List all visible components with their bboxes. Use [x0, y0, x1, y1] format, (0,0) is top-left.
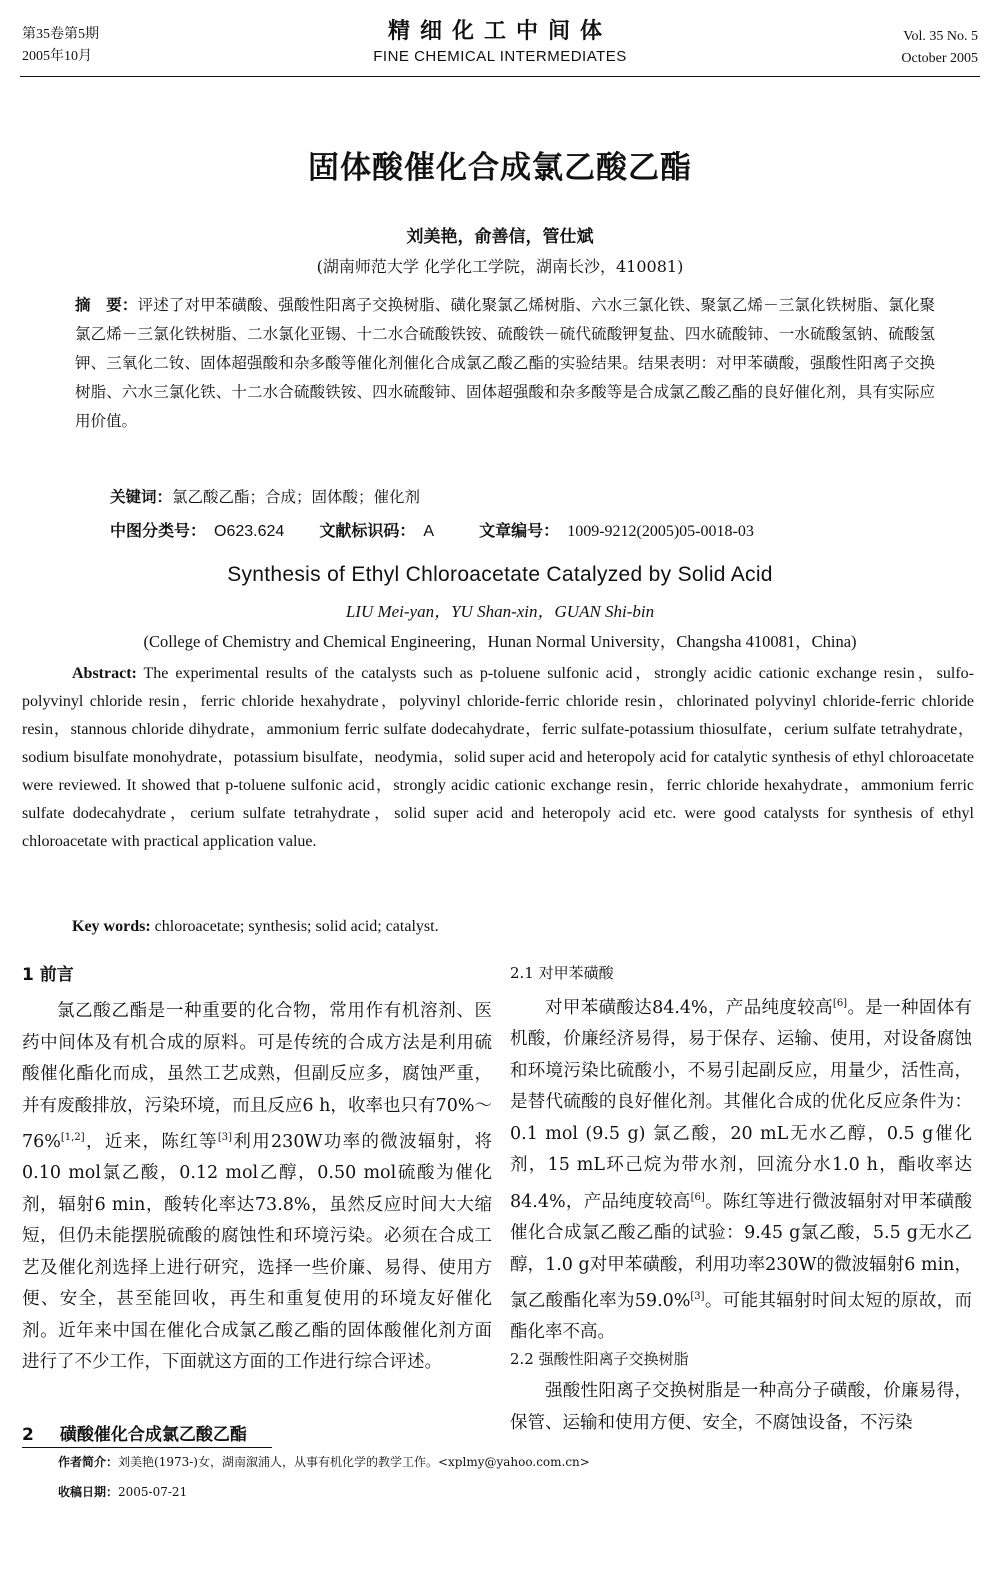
abstract-label-en: Abstract: — [72, 665, 137, 682]
footnote-rule — [22, 1447, 272, 1448]
abstract-en — [22, 660, 974, 856]
citation-6b: [6] — [690, 1191, 705, 1203]
para-text: 氯乙酸乙酯是一种重要的化合物，常用作有机溶剂、医药中间体及有机合成的原料。可是传统的合成方法是利用硫酸催化酯化而成，虽然工艺成熟，但副反应多，腐蚀严重，并有废酸排放，污染环境，而且反应6 h，收率也只有70%～76% — [22, 1001, 492, 1152]
para-text: 利用230W功率的微波辐射，将0.10 mol氯乙酸，0.12 mol乙醇，0.50 mol硫酸为催化剂，辐射6 min，酸转化率达73.8%，虽然反应时间大大缩短，但仍未能摆脱硫酸的腐蚀性和环境污染。必须在合成工艺及催化剂选择上进行研究，选择一些价廉、易得、使用方便、安全，甚至能回收，再生和重复使用的环境友好催化剂。近年来中国在催化合成氯乙酸乙酯的固体酸催化剂方面进行了不少工作，下面就这方面的工作进行综合评述。 — [22, 1131, 493, 1373]
footnote-date-label: 收稿日期： — [58, 1485, 119, 1499]
issue-info-cn — [22, 24, 99, 68]
citation-1-2: [1,2] — [60, 1132, 85, 1143]
volume-en: Vol. 35 No. 5 — [903, 29, 978, 44]
section-2-2-heading: 2.2 强酸性阳离子交换树脂 — [510, 1350, 689, 1368]
date-cn: 2005年10月 — [22, 49, 92, 64]
keywords-text-en: chloroacetate; synthesis; solid acid; catalyst. — [150, 918, 439, 935]
classification-line — [110, 518, 762, 541]
abstract-cn — [75, 291, 935, 436]
keywords-en — [72, 918, 439, 936]
journal-name-en: FINE CHEMICAL INTERMEDIATES — [373, 48, 627, 65]
keywords-text-cn: 氯乙酸乙酯；合成；固体酸；催化剂 — [172, 488, 421, 506]
para-text: ，近来，陈红等 — [84, 1131, 218, 1152]
footnote-date — [58, 1483, 187, 1501]
issue-info-en — [901, 26, 978, 70]
section-2-1-paragraph — [510, 988, 972, 1349]
para-text: 。可能其辐射时间太短的原故，而酯化率不高。 — [510, 1290, 973, 1343]
section-1-heading: 1 前言 — [22, 965, 74, 985]
journal-masthead — [300, 18, 700, 68]
affiliation-cn: (湖南师范大学 化学化工学院，湖南长沙，410081) — [316, 257, 684, 276]
abstract-label-cn: 摘 要： — [75, 296, 138, 314]
article-no-label: 文章编号： — [479, 521, 560, 540]
article-no-value: 1009-9212(2005)05-0018-03 — [567, 523, 754, 540]
affiliation-en: (College of Chemistry and Chemical Engineering，Hunan Normal University，Changsha 410081，China) — [143, 632, 857, 651]
doc-code-value: A — [423, 523, 435, 540]
para-text: 。陈红等进行微波辐射对甲苯磺酸催化合成氯乙酸乙酯的试验：9.45 g氯乙酸，5.5 g无水乙醇，1.0 g对甲苯磺酸，利用功率230W的微波辐射6 min，氯乙酸酯化率为59.0% — [510, 1191, 972, 1311]
footnote-author-text: 刘美艳(1973-)女，湖南溆浦人，从事有机化学的教学工作。<xplmy@yahoo.com.cn> — [118, 1455, 590, 1469]
section-2-1-heading: 2.1 对甲苯磺酸 — [510, 964, 614, 982]
keywords-label-en: Key words: — [72, 918, 151, 935]
para-text: 。是一种固体有机酸，价廉经济易得，易于保存、运输、使用，对设备腐蚀和环境污染比硫酸小，不易引起副反应，用量少，活性高，是替代硫酸的良好催化剂。其催化合成的优化反应条件为：0.1 mol (9.5 g) 氯乙酸，20 mL无水乙醇，0.5 g催化剂，15 mL环己烷为带水剂，回流分水1.0 h，酯收率达84.4%，产品纯度较高 — [510, 997, 973, 1212]
abstract-text-en: The experimental results of the catalysts such as p-toluene sulfonic acid，strongly acidic cationic exchange resin，sulfo-polyvinyl chloride resin，ferric chloride hexahydrate，polyvinyl chloride-ferric chloride resin，chlorinated polyvinyl chloride-ferric chloride resin，stannous chloride dihydrate，ammonium ferric sulfate dodecahydrate，ferric sulfate-potassium thiosulfate，cerium sulfate tetrahydrate，sodium bisulfate monohydrate，potassium bisulfate，neodymia，solid super acid and heteropoly acid for catalytic synthesis of ethyl chloroacetate were reviewed. It showed that p-toluene sulfonic acid，strongly acidic cationic exchange resin，ferric chloride hexahydrate，ammonium ferric sulfate dodecahydrate，cerium sulfate tetrahydrate，solid super acid and heteropoly acid etc. were good catalysts for synthesis of ethyl chloroacetate with practical application value. — [22, 665, 975, 850]
section-1-paragraph — [22, 996, 492, 1379]
section-2-number: 2 — [22, 1425, 34, 1445]
doc-code-label: 文献标识码： — [319, 521, 416, 540]
journal-name-cn: 精细化工中间体 — [387, 19, 612, 44]
section-2-2-body — [510, 1376, 972, 1439]
section-2-2-paragraph: 强酸性阳离子交换树脂是一种高分子磺酸，价廉易得，保管、运输和使用方便、安全，不腐蚀设备，不污染 — [510, 1381, 972, 1433]
section-2-1-body — [510, 988, 972, 1349]
date-en: October 2005 — [901, 51, 978, 66]
authors-en: LIU Mei-yan，YU Shan-xin，GUAN Shi-bin — [345, 602, 655, 621]
section-2-heading — [22, 1420, 247, 1445]
clc-value: O623.624 — [214, 523, 285, 540]
keywords-cn — [110, 485, 420, 507]
keywords-label-cn: 关键词： — [110, 488, 173, 506]
section-2-title: 磺酸催化合成氯乙酸乙酯 — [59, 1425, 247, 1445]
paper-title-en: Synthesis of Ethyl Chloroacetate Catalyzed by Solid Acid — [227, 563, 773, 586]
footnote-author — [58, 1453, 590, 1471]
header-rule — [20, 76, 980, 77]
footnote-date-text: 2005-07-21 — [118, 1485, 188, 1499]
authors-cn: 刘美艳，俞善信，管仕斌 — [406, 227, 594, 247]
volume-cn: 第35卷第5期 — [22, 27, 99, 42]
paper-title-cn: 固体酸催化合成氯乙酸乙酯 — [308, 150, 692, 186]
abstract-text-cn: 评述了对甲苯磺酸、强酸性阳离子交换树脂、磺化聚氯乙烯树脂、六水三氯化铁、聚氯乙烯－三氯化铁树脂、氯化聚氯乙烯－三氯化铁树脂、二水氯化亚锡、十二水合硫酸铁铵、硫酸铁－硫代硫酸钾复盐、四水硫酸铈、一水硫酸氢钠、硫酸氢钾、三氧化二钕、固体超强酸和杂多酸等催化剂催化合成氯乙酸乙酯的实验结果。结果表明：对甲苯磺酸，强酸性阳离子交换树脂、六水三氯化铁、十二水合硫酸铁铵、四水硫酸铈、固体超强酸和杂多酸等是合成氯乙酸乙酯的良好催化剂，具有实际应用价值。 — [75, 296, 935, 430]
citation-3: [3] — [217, 1132, 233, 1143]
section-1-body — [22, 996, 492, 1379]
citation-3b: [3] — [690, 1291, 705, 1303]
clc-label: 中图分类号： — [110, 521, 207, 540]
para-text: 对甲苯磺酸达84.4%，产品纯度较高 — [545, 997, 833, 1018]
citation-6: [6] — [832, 998, 848, 1009]
footnote-author-label: 作者简介： — [58, 1455, 119, 1469]
